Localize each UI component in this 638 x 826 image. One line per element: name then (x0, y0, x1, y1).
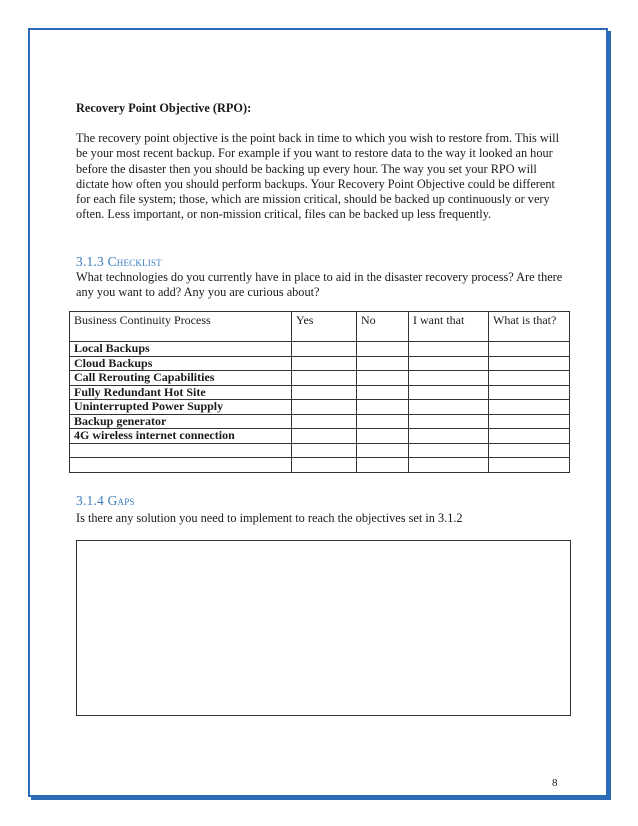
checklist-table (69, 311, 570, 473)
table-row (70, 458, 570, 473)
column-header: I want that (409, 312, 489, 342)
checklist-cell-what[interactable] (489, 414, 570, 429)
checklist-cell-no[interactable] (357, 414, 409, 429)
column-header: Yes (292, 312, 357, 342)
checklist-cell-want[interactable] (409, 385, 489, 400)
checklist-cell-no[interactable] (357, 356, 409, 371)
checklist-cell-no[interactable] (357, 385, 409, 400)
checklist-cell-what[interactable] (489, 429, 570, 444)
checklist-cell-yes[interactable] (292, 400, 357, 415)
checklist-cell-yes[interactable] (292, 342, 357, 357)
checklist-item-label: 4G wireless internet connection (70, 429, 292, 444)
table-row (70, 429, 570, 444)
checklist-cell-want[interactable] (409, 443, 489, 458)
checklist-item-label: Call Rerouting Capabilities (70, 371, 292, 386)
page-number: 8 (552, 777, 558, 789)
checklist-cell-want[interactable] (409, 342, 489, 357)
checklist-cell-no[interactable] (357, 429, 409, 444)
checklist-cell-want[interactable] (409, 414, 489, 429)
table-row (70, 400, 570, 415)
checklist-heading: 3.1.3 Checklist (76, 254, 162, 269)
checklist-item-label (70, 458, 292, 473)
checklist-cell-want[interactable] (409, 371, 489, 386)
column-header: Business Continuity Process (70, 312, 292, 342)
checklist-cell-yes[interactable] (292, 414, 357, 429)
checklist-cell-yes[interactable] (292, 371, 357, 386)
checklist-cell-no[interactable] (357, 342, 409, 357)
checklist-item-label (70, 443, 292, 458)
checklist-cell-yes[interactable] (292, 443, 357, 458)
checklist-cell-yes[interactable] (292, 356, 357, 371)
rpo-body: The recovery point objective is the point back in time to which you wish to restore from. This will be your most recent backup. For example if you want to restore data to the way it looked an hour before the disaster then you should be backing up every hour. The way you set your RPO will dictate how often you should perform backups. Your Recovery Point Objective could be different for each file system; those, which are mission critical, should be backed up continuously or very often. Less important, or non-mission critical, files can be backed up less frequently. (76, 131, 560, 222)
checklist-cell-want[interactable] (409, 458, 489, 473)
checklist-item-label: Local Backups (70, 342, 292, 357)
gaps-heading: 3.1.4 Gaps (76, 493, 135, 508)
checklist-cell-no[interactable] (357, 371, 409, 386)
table-row (70, 356, 570, 371)
checklist-cell-want[interactable] (409, 356, 489, 371)
checklist-item-label: Backup generator (70, 414, 292, 429)
rpo-heading: Recovery Point Objective (RPO): (76, 101, 252, 115)
checklist-item-label: Fully Redundant Hot Site (70, 385, 292, 400)
checklist-cell-no[interactable] (357, 458, 409, 473)
column-header: What is that? (489, 312, 570, 342)
checklist-item-label: Cloud Backups (70, 356, 292, 371)
checklist-header-row (70, 312, 570, 342)
checklist-cell-yes[interactable] (292, 429, 357, 444)
checklist-cell-no[interactable] (357, 400, 409, 415)
gaps-answer-box[interactable] (76, 540, 571, 716)
gaps-intro: Is there any solution you need to implement to reach the objectives set in 3.1.2 (76, 511, 463, 525)
checklist-cell-want[interactable] (409, 400, 489, 415)
checklist-intro: What technologies do you currently have in place to aid in the disaster recovery process? Are there any you want to add? Any you are curious about? (76, 270, 563, 300)
checklist-cell-what[interactable] (489, 342, 570, 357)
checklist-cell-what[interactable] (489, 400, 570, 415)
table-row (70, 342, 570, 357)
column-header: No (357, 312, 409, 342)
table-row (70, 371, 570, 386)
checklist-cell-what[interactable] (489, 385, 570, 400)
checklist-cell-what[interactable] (489, 458, 570, 473)
checklist-cell-want[interactable] (409, 429, 489, 444)
checklist-cell-what[interactable] (489, 356, 570, 371)
checklist-cell-what[interactable] (489, 443, 570, 458)
checklist-cell-yes[interactable] (292, 458, 357, 473)
table-row (70, 385, 570, 400)
checklist-item-label: Uninterrupted Power Supply (70, 400, 292, 415)
checklist-cell-what[interactable] (489, 371, 570, 386)
table-row (70, 443, 570, 458)
checklist-cell-no[interactable] (357, 443, 409, 458)
checklist-cell-yes[interactable] (292, 385, 357, 400)
table-row (70, 414, 570, 429)
